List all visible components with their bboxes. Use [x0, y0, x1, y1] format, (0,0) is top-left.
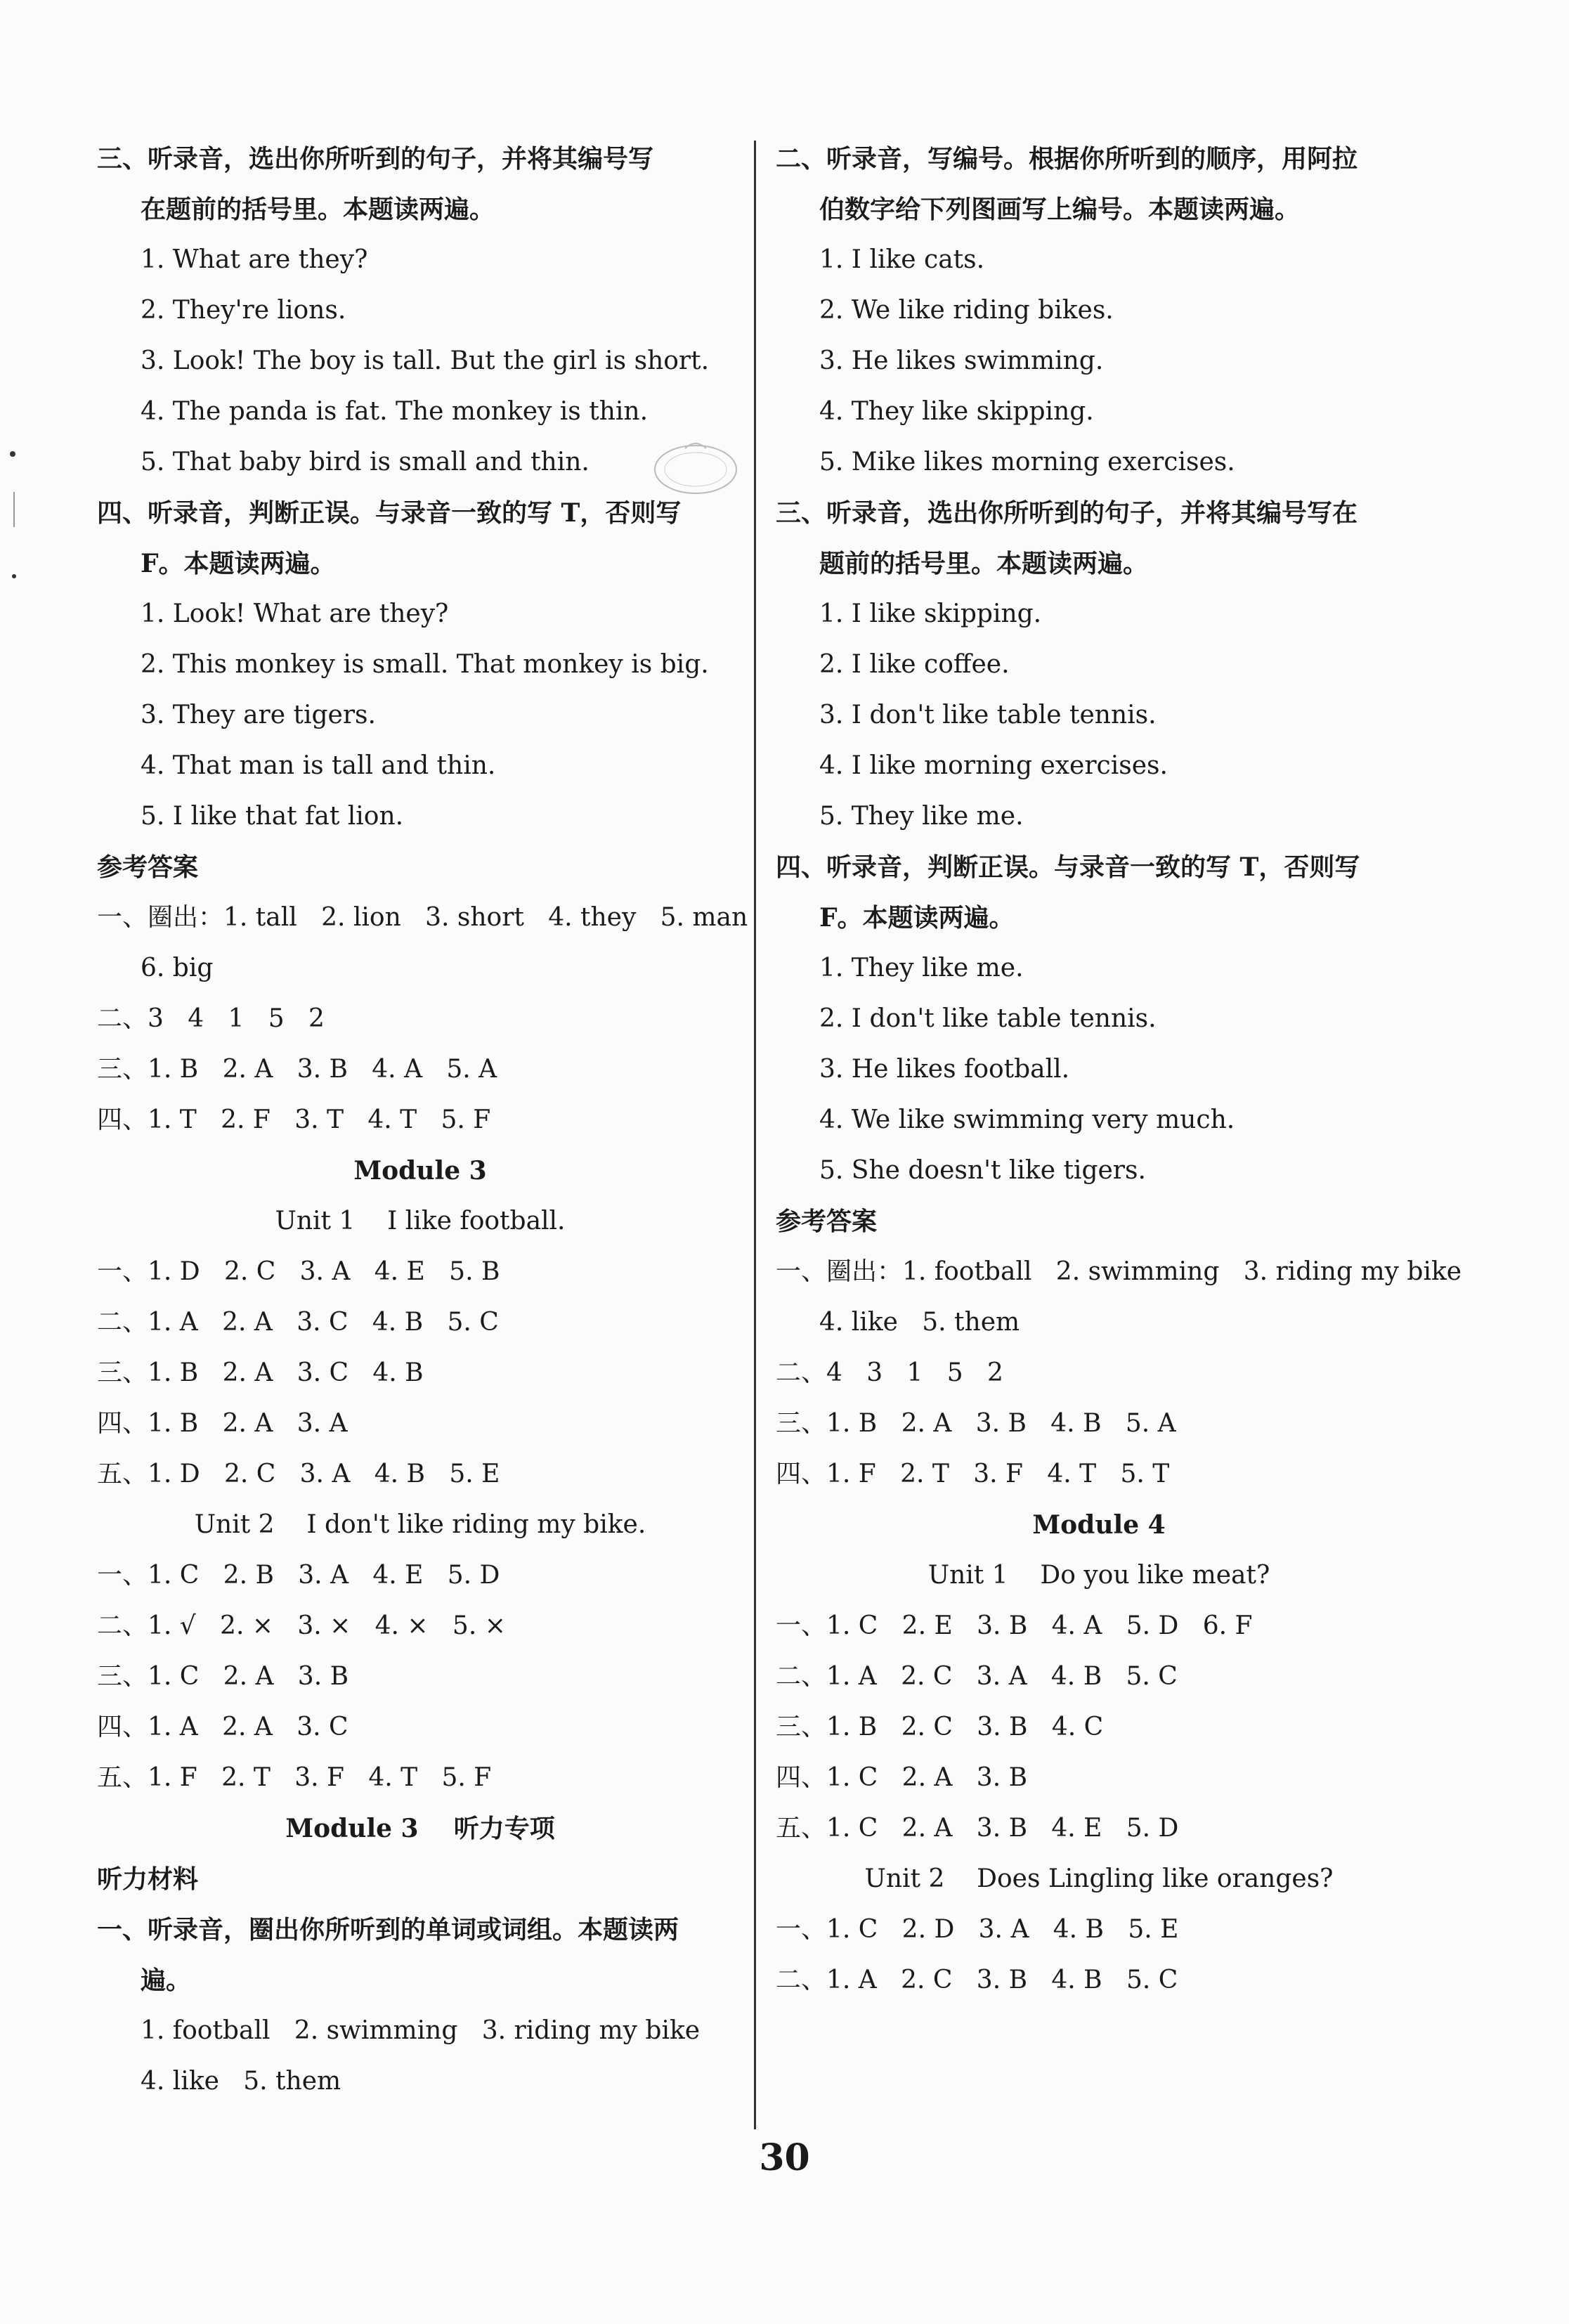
text-line: 5. They like me. [819, 802, 1024, 831]
text-line: 3. I don't like table tennis. [819, 701, 1157, 729]
text-line: 五、1. D 2. C 3. A 4. B 5. E [97, 1460, 500, 1488]
text-line: 三、1. B 2. A 3. C 4. B [97, 1358, 424, 1387]
text-line: 4. like 5. them [141, 2067, 341, 2096]
text-line: 6. big [141, 954, 214, 982]
text-line: 参考答案 [776, 1207, 878, 1236]
text-line: 二、1. A 2. C 3. B 4. B 5. C [776, 1966, 1178, 1994]
text-line: 五、1. F 2. T 3. F 4. T 5. F [97, 1763, 492, 1792]
text-line: Unit 1 I like football. [275, 1207, 566, 1235]
text-line: 4. The panda is fat. The monkey is thin. [141, 397, 649, 426]
text-line: 一、1. C 2. E 3. B 4. A 5. D 6. F [776, 1611, 1253, 1640]
text-line: 1. What are they? [141, 245, 368, 274]
text-line: 4. like 5. them [819, 1308, 1020, 1337]
text-line: 题前的括号里。本题读两遍。 [819, 549, 1149, 578]
text-line: 一、听录音，圈出你所听到的单词或词组。本题读两 [97, 1915, 679, 1945]
text-line: Module 3 听力专项 [285, 1814, 555, 1843]
text-line: 1. Look! What are they? [141, 599, 449, 628]
text-line: F。本题读两遍。 [141, 549, 336, 578]
text-line: 二、4 3 1 5 2 [776, 1358, 1003, 1387]
page-number: 30 [759, 2136, 810, 2179]
text-line: 四、1. C 2. A 3. B [776, 1763, 1028, 1792]
text-line: 2. I don't like table tennis. [819, 1004, 1157, 1033]
text-line: 1. I like skipping. [819, 599, 1042, 628]
text-line: 5. That baby bird is small and thin. [141, 448, 590, 476]
text-line: 2. We like riding bikes. [819, 296, 1114, 325]
text-line: 4. We like swimming very much. [819, 1105, 1235, 1134]
text-line: Module 3 [353, 1156, 487, 1186]
text-line: Module 4 [1032, 1510, 1166, 1540]
text-line: 伯数字给下列图画写上编号。本题读两遍。 [819, 195, 1301, 224]
circular-stamp-mark [650, 434, 741, 498]
text-line: 2. This monkey is small. That monkey is big. [141, 650, 709, 679]
text-line: 5. She doesn't like tigers. [819, 1156, 1146, 1185]
text-line: 二、听录音，写编号。根据你所听到的顺序，用阿拉 [776, 144, 1358, 174]
right-column [776, 134, 1462, 2006]
text-line: 二、3 4 1 5 2 [97, 1004, 325, 1033]
text-line: 1. football 2. swimming 3. riding my bike [141, 2016, 701, 2045]
text-line: 一、圈出：1. tall 2. lion 3. short 4. they 5. man [97, 903, 748, 932]
text-line: 四、听录音，判断正误。与录音一致的写 T，否则写 [97, 498, 682, 528]
left-column [97, 134, 748, 2107]
text-line: 3. They are tigers. [141, 701, 376, 729]
text-line: 2. I like coffee. [819, 650, 1010, 679]
text-line: 三、1. B 2. C 3. B 4. C [776, 1713, 1104, 1741]
text-line: 参考答案 [97, 852, 199, 882]
text-line: 1. I like cats. [819, 245, 985, 274]
text-line: 5. I like that fat lion. [141, 802, 404, 831]
text-line: 三、1. C 2. A 3. B [97, 1662, 349, 1691]
text-line: 4. I like morning exercises. [819, 751, 1168, 780]
text-line: 3. He likes swimming. [819, 346, 1104, 375]
text-line: 四、听录音，判断正误。与录音一致的写 T，否则写 [776, 852, 1360, 882]
text-line: 5. Mike likes morning exercises. [819, 448, 1235, 476]
text-line: 3. He likes football. [819, 1055, 1070, 1084]
column-divider [754, 141, 756, 2129]
text-line: 四、1. T 2. F 3. T 4. T 5. F [97, 1105, 491, 1134]
text-line: 三、1. B 2. A 3. B 4. B 5. A [776, 1409, 1176, 1438]
text-line: 三、听录音，选出你所听到的句子，并将其编号写在 [776, 498, 1358, 528]
text-line: Unit 2 I don't like riding my bike. [194, 1510, 646, 1539]
text-line: 三、1. B 2. A 3. B 4. A 5. A [97, 1055, 497, 1084]
text-line: 二、1. √ 2. × 3. × 4. × 5. × [97, 1611, 506, 1640]
text-line: 2. They're lions. [141, 296, 346, 325]
text-line: 三、听录音，选出你所听到的句子，并将其编号写 [97, 144, 654, 174]
text-line: 遍。 [141, 1966, 192, 1995]
text-line: 二、1. A 2. C 3. A 4. B 5. C [776, 1662, 1178, 1691]
text-line: 4. They like skipping. [819, 397, 1094, 426]
text-line: Unit 1 Do you like meat? [927, 1561, 1270, 1590]
text-line: 四、1. A 2. A 3. C [97, 1713, 349, 1741]
text-line: 一、圈出：1. football 2. swimming 3. riding my bike [776, 1257, 1462, 1286]
text-line: 1. They like me. [819, 954, 1024, 982]
text-line: 一、1. C 2. D 3. A 4. B 5. E [776, 1915, 1179, 1944]
text-line: 四、1. F 2. T 3. F 4. T 5. T [776, 1460, 1170, 1488]
text-line: F。本题读两遍。 [819, 903, 1015, 933]
text-line: 一、1. C 2. B 3. A 4. E 5. D [97, 1561, 500, 1590]
text-line: Unit 2 Does Lingling like oranges? [864, 1864, 1334, 1893]
text-line: 一、1. D 2. C 3. A 4. E 5. B [97, 1257, 500, 1286]
text-line: 在题前的括号里。本题读两遍。 [141, 195, 495, 224]
text-line: 听力材料 [97, 1864, 199, 1894]
text-line: 五、1. C 2. A 3. B 4. E 5. D [776, 1814, 1179, 1843]
text-line: 3. Look! The boy is tall. But the girl is short. [141, 346, 710, 375]
text-line: 4. That man is tall and thin. [141, 751, 496, 780]
margin-marks [7, 450, 21, 604]
text-line: 二、1. A 2. A 3. C 4. B 5. C [97, 1308, 499, 1337]
text-line: 四、1. B 2. A 3. A [97, 1409, 348, 1438]
